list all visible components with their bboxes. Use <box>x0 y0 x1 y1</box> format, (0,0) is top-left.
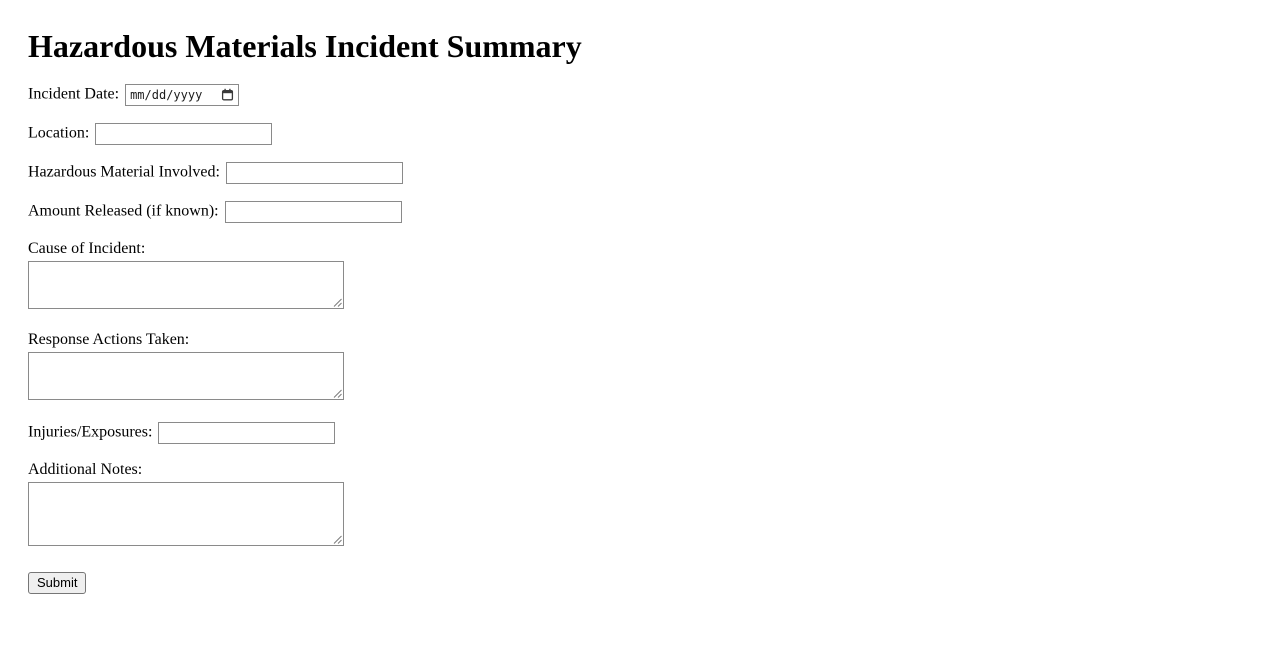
location-row <box>28 123 1278 145</box>
incident-date-row <box>28 84 1278 106</box>
incident-date-label: Incident Date: <box>28 85 120 103</box>
injuries-exposures-input[interactable] <box>158 422 335 444</box>
notes-row <box>28 461 1278 551</box>
material-row <box>28 162 1278 184</box>
resize-handle-icon[interactable] <box>333 389 342 398</box>
response-row <box>28 331 1278 405</box>
cause-label: Cause of Incident: <box>28 239 146 257</box>
calendar-icon[interactable] <box>221 88 234 101</box>
location-label: Location: <box>28 124 90 142</box>
notes-textarea-wrap <box>28 482 344 546</box>
response-textarea-wrap <box>28 352 344 400</box>
location-input[interactable] <box>95 123 272 145</box>
amount-released-input[interactable] <box>225 201 402 223</box>
notes-label: Additional Notes: <box>28 460 143 478</box>
incident-form <box>28 84 1278 594</box>
material-label: Hazardous Material Involved: <box>28 163 220 181</box>
submit-button[interactable]: Submit <box>28 572 86 594</box>
date-placeholder: mm/dd/yyyy <box>130 87 203 102</box>
additional-notes-textarea[interactable] <box>28 482 344 546</box>
cause-textarea[interactable] <box>28 261 344 309</box>
incident-date-input[interactable] <box>125 84 239 106</box>
response-actions-textarea[interactable] <box>28 352 344 400</box>
injuries-label: Injuries/Exposures: <box>28 423 153 441</box>
hazardous-material-input[interactable] <box>226 162 403 184</box>
submit-row <box>28 572 1278 594</box>
amount-row <box>28 201 1278 223</box>
amount-label: Amount Released (if known): <box>28 202 219 220</box>
cause-row <box>28 240 1278 314</box>
resize-handle-icon[interactable] <box>333 535 342 544</box>
page-title: Hazardous Materials Incident Summary <box>28 28 582 64</box>
resize-handle-icon[interactable] <box>333 298 342 307</box>
response-label: Response Actions Taken: <box>28 330 190 348</box>
cause-textarea-wrap <box>28 261 344 309</box>
injuries-row <box>28 422 1278 444</box>
